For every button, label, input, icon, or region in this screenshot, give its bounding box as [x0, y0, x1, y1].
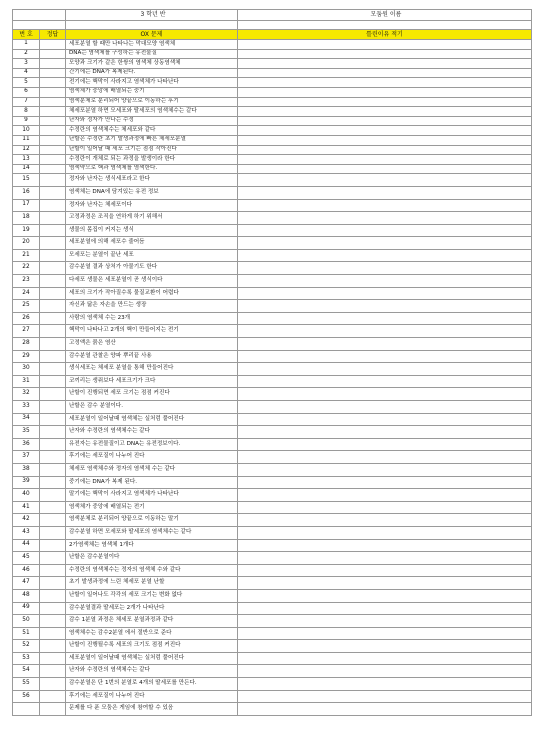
column-header-answer: 정답 [40, 30, 66, 40]
question-text: 난할은 감수분열이다 [66, 552, 238, 565]
answer-cell[interactable] [40, 107, 66, 117]
question-text: 체세포 염색체수와 정자의 염색체 수는 같다 [66, 463, 238, 476]
question-row [13, 388, 532, 401]
question-text: 자신과 닮은 자손을 만드는 생장 [66, 300, 238, 313]
question-number: 29 [13, 350, 40, 363]
question-number: 25 [13, 300, 40, 313]
answer-cell[interactable] [40, 438, 66, 451]
question-row [13, 275, 532, 288]
question-row [13, 116, 532, 126]
answer-cell[interactable] [40, 476, 66, 489]
wrong-reason-cell[interactable] [238, 135, 532, 145]
question-number: 17 [13, 199, 40, 212]
question-number: 28 [13, 338, 40, 351]
answer-cell[interactable] [40, 426, 66, 439]
wrong-reason-cell[interactable] [238, 237, 532, 250]
worksheet [12, 9, 531, 716]
answer-cell[interactable] [40, 68, 66, 78]
question-row [13, 155, 532, 165]
question-text: 초기 발생과정에 느린 체세포 분열 난할 [66, 577, 238, 590]
question-text: 감수분열결과 딸세포는 2개가 나타난다 [66, 602, 238, 615]
question-row [13, 224, 532, 237]
question-row [13, 199, 532, 212]
group-members-field[interactable] [238, 21, 532, 30]
question-number: 50 [13, 615, 40, 628]
answer-cell[interactable] [40, 363, 66, 376]
question-text: 전기에는 핵막이 사라지고 염색체가 나타난다 [66, 78, 238, 88]
question-row [13, 186, 532, 199]
question-row [13, 577, 532, 590]
wrong-reason-cell[interactable] [238, 287, 532, 300]
wrong-reason-cell[interactable] [238, 690, 532, 703]
answer-cell[interactable] [40, 312, 66, 325]
question-text: 염색체수는 감수2분열 에서 절반으로 준다 [66, 627, 238, 640]
question-text: 세포의 크기가 작아질수록 물질교환이 어렵다 [66, 287, 238, 300]
wrong-reason-cell[interactable] [238, 312, 532, 325]
question-number: 46 [13, 564, 40, 577]
answer-cell[interactable] [40, 145, 66, 155]
wrong-reason-cell[interactable] [238, 627, 532, 640]
wrong-reason-cell[interactable] [238, 401, 532, 414]
question-row [13, 145, 532, 155]
answer-cell[interactable] [40, 224, 66, 237]
wrong-reason-cell[interactable] [238, 212, 532, 225]
question-number: 22 [13, 262, 40, 275]
question-row [13, 640, 532, 653]
question-row [13, 451, 532, 464]
question-number: 55 [13, 678, 40, 691]
question-text: 난할이 진행되면 세포 크기는 점점 커진다 [66, 388, 238, 401]
answer-cell[interactable] [40, 338, 66, 351]
answer-cell[interactable] [40, 463, 66, 476]
answer-cell[interactable] [40, 652, 66, 665]
question-text: 중기에는 DNA가 복제 된다. [66, 476, 238, 489]
question-text: 난자와 수정란의 염색체수는 같다 [66, 665, 238, 678]
answer-cell[interactable] [40, 49, 66, 59]
question-number: 6 [13, 87, 40, 97]
wrong-reason-cell[interactable] [238, 87, 532, 97]
question-number: 38 [13, 463, 40, 476]
question-row [13, 78, 532, 88]
wrong-reason-cell[interactable] [238, 652, 532, 665]
answer-cell[interactable] [40, 690, 66, 703]
question-text: 후기에는 세포질이 나누어 진다 [66, 451, 238, 464]
question-row [13, 652, 532, 665]
wrong-reason-cell[interactable] [238, 262, 532, 275]
wrong-reason-cell[interactable] [238, 300, 532, 313]
question-row [13, 212, 532, 225]
question-row [13, 552, 532, 565]
wrong-reason-cell[interactable] [238, 116, 532, 126]
group-members-label: 모둠원 이름 [238, 10, 532, 21]
question-row [13, 59, 532, 69]
question-row [13, 338, 532, 351]
answer-cell[interactable] [40, 249, 66, 262]
question-number: 2 [13, 49, 40, 59]
answer-cell[interactable] [40, 413, 66, 426]
answer-cell[interactable] [40, 116, 66, 126]
question-row [13, 174, 532, 187]
header-row-title [13, 10, 532, 21]
wrong-reason-cell[interactable] [238, 249, 532, 262]
question-number: 16 [13, 186, 40, 199]
question-number: 3 [13, 59, 40, 69]
question-text: 모세포는 분열이 끝난 세포 [66, 249, 238, 262]
column-header-question: OX 문제 [66, 30, 238, 40]
wrong-reason-cell[interactable] [238, 602, 532, 615]
question-row [13, 426, 532, 439]
question-number: 14 [13, 164, 40, 174]
question-number: 8 [13, 107, 40, 117]
wrong-reason-cell[interactable] [238, 564, 532, 577]
question-number: 5 [13, 78, 40, 88]
answer-cell[interactable] [40, 155, 66, 165]
wrong-reason-cell[interactable] [238, 350, 532, 363]
wrong-reason-cell[interactable] [238, 526, 532, 539]
question-number: 39 [13, 476, 40, 489]
question-row [13, 615, 532, 628]
question-text: 염색체가 중앙에 배열되는 중기 [66, 87, 238, 97]
wrong-reason-cell[interactable] [238, 539, 532, 552]
question-text: 체세포분열 하면 모세포와 딸세포의 염색체수는 같다 [66, 107, 238, 117]
answer-cell[interactable] [40, 678, 66, 691]
question-number: 10 [13, 126, 40, 136]
question-number: 26 [13, 312, 40, 325]
wrong-reason-cell[interactable] [238, 126, 532, 136]
wrong-reason-cell[interactable] [238, 59, 532, 69]
question-text: 말기에는 핵막이 사라지고 염색체가 나타난다 [66, 489, 238, 502]
wrong-reason-cell[interactable] [238, 363, 532, 376]
question-row [13, 107, 532, 117]
answer-cell[interactable] [40, 59, 66, 69]
answer-cell[interactable] [40, 262, 66, 275]
question-number: 33 [13, 401, 40, 414]
question-number: 19 [13, 224, 40, 237]
footer-note: 문제를 다 푼 모둠은 게임에 참여할 수 있음 [66, 703, 238, 716]
question-number: 20 [13, 237, 40, 250]
question-text: 감수분열 하면 모세포와 딸세포의 염색체수는 같다 [66, 526, 238, 539]
question-number: 37 [13, 451, 40, 464]
question-row [13, 678, 532, 691]
question-row [13, 287, 532, 300]
wrong-reason-cell[interactable] [238, 49, 532, 59]
answer-cell[interactable] [40, 388, 66, 401]
question-row [13, 97, 532, 107]
question-row [13, 249, 532, 262]
answer-cell[interactable] [40, 375, 66, 388]
question-text: 난할은 감수 분열이다. [66, 401, 238, 414]
wrong-reason-cell[interactable] [238, 615, 532, 628]
question-row [13, 514, 532, 527]
question-row [13, 463, 532, 476]
question-row [13, 40, 532, 50]
wrong-reason-cell[interactable] [238, 388, 532, 401]
question-row [13, 539, 532, 552]
wrong-reason-cell[interactable] [238, 275, 532, 288]
question-text: 유전자는 유전물질이고 DNA는 유전정보이다. [66, 438, 238, 451]
question-number: 1 [13, 40, 40, 50]
question-row [13, 312, 532, 325]
question-row [13, 690, 532, 703]
question-number: 41 [13, 501, 40, 514]
wrong-reason-cell[interactable] [238, 463, 532, 476]
header-row-blank [13, 21, 532, 30]
answer-cell[interactable] [40, 602, 66, 615]
wrong-reason-cell[interactable] [238, 78, 532, 88]
question-row [13, 135, 532, 145]
question-row [13, 627, 532, 640]
question-text: 염색분체로 분리되어 양끝으로 이동하는 후기 [66, 97, 238, 107]
question-text: 난할은 수정란 초기 발생과정에 빠른 체세포분열 [66, 135, 238, 145]
answer-cell[interactable] [40, 135, 66, 145]
answer-cell[interactable] [40, 501, 66, 514]
answer-cell[interactable] [40, 589, 66, 602]
question-row [13, 262, 532, 275]
wrong-reason-cell[interactable] [238, 665, 532, 678]
question-number: 54 [13, 665, 40, 678]
question-number: 4 [13, 68, 40, 78]
wrong-reason-cell[interactable] [238, 438, 532, 451]
question-text: 난할이 일어날 때 세포 크기는 점점 작아진다 [66, 145, 238, 155]
question-number: 35 [13, 426, 40, 439]
question-text: DNA는 염색체를 구성하는 유전물질 [66, 49, 238, 59]
question-rows [13, 40, 532, 703]
question-text: 수정란의 염색체수는 정자의 염색체 수와 같다 [66, 564, 238, 577]
wrong-reason-cell[interactable] [238, 68, 532, 78]
question-row [13, 602, 532, 615]
wrong-reason-cell[interactable] [238, 577, 532, 590]
question-text: 난자와 정자가 만나는 수정 [66, 116, 238, 126]
answer-cell[interactable] [40, 665, 66, 678]
question-row [13, 401, 532, 414]
wrong-reason-cell[interactable] [238, 186, 532, 199]
wrong-reason-cell[interactable] [238, 40, 532, 50]
answer-cell[interactable] [40, 350, 66, 363]
wrong-reason-cell[interactable] [238, 224, 532, 237]
question-row [13, 438, 532, 451]
question-number: 15 [13, 174, 40, 187]
wrong-reason-cell[interactable] [238, 145, 532, 155]
question-number: 7 [13, 97, 40, 107]
question-text: 간기에는 DNA가 복제된다. [66, 68, 238, 78]
answer-cell[interactable] [40, 87, 66, 97]
question-text: 세포분열이 일어날때 염색체는 실처럼 풀어진다 [66, 413, 238, 426]
wrong-reason-cell[interactable] [238, 174, 532, 187]
question-number: 47 [13, 577, 40, 590]
answer-cell[interactable] [40, 287, 66, 300]
question-number: 42 [13, 514, 40, 527]
quiz-table [12, 9, 532, 716]
question-number: 45 [13, 552, 40, 565]
question-number: 31 [13, 375, 40, 388]
wrong-reason-cell[interactable] [238, 589, 532, 602]
answer-cell[interactable] [40, 237, 66, 250]
question-row [13, 413, 532, 426]
question-number: 44 [13, 539, 40, 552]
wrong-reason-cell[interactable] [238, 489, 532, 502]
answer-cell[interactable] [40, 300, 66, 313]
question-text: 염색약으로 핵과 염색체를 염색한다. [66, 164, 238, 174]
question-number: 53 [13, 652, 40, 665]
wrong-reason-cell[interactable] [238, 640, 532, 653]
answer-cell[interactable] [40, 325, 66, 338]
question-text: 생물의 몸집이 커지는 생식 [66, 224, 238, 237]
answer-cell[interactable] [40, 126, 66, 136]
question-text: 생식세포는 체세포 분열을 통해 만들어진다 [66, 363, 238, 376]
question-number: 24 [13, 287, 40, 300]
column-header-number: 번 호 [13, 30, 40, 40]
answer-cell[interactable] [40, 564, 66, 577]
question-row [13, 589, 532, 602]
question-number: 32 [13, 388, 40, 401]
wrong-reason-cell[interactable] [238, 199, 532, 212]
question-text: 다세포 생물은 세포분열이 곧 생식이다 [66, 275, 238, 288]
wrong-reason-cell[interactable] [238, 97, 532, 107]
question-row [13, 325, 532, 338]
question-number: 23 [13, 275, 40, 288]
answer-cell[interactable] [40, 451, 66, 464]
question-row [13, 501, 532, 514]
question-row [13, 476, 532, 489]
column-header-wrong-reason: 틀린이유 적기 [238, 30, 532, 40]
wrong-reason-cell[interactable] [238, 375, 532, 388]
question-text: 염색체가 중앙에 배열되는 전기 [66, 501, 238, 514]
question-row [13, 164, 532, 174]
answer-cell[interactable] [40, 615, 66, 628]
question-number: 21 [13, 249, 40, 262]
answer-cell[interactable] [40, 552, 66, 565]
answer-cell[interactable] [40, 577, 66, 590]
question-number: 9 [13, 116, 40, 126]
answer-cell[interactable] [40, 164, 66, 174]
question-text: 난할이 진행될수록 세포의 크기도 점점 커진다 [66, 640, 238, 653]
question-row [13, 87, 532, 97]
wrong-reason-cell[interactable] [238, 107, 532, 117]
question-row [13, 526, 532, 539]
question-text: 감수분열 결과 상처가 아물기도 한다 [66, 262, 238, 275]
question-row [13, 126, 532, 136]
answer-cell[interactable] [40, 212, 66, 225]
question-text: 염색체는 DNA에 담겨있는 유전 정보 [66, 186, 238, 199]
question-text: 사람의 염색체 수는 23개 [66, 312, 238, 325]
answer-cell[interactable] [40, 97, 66, 107]
question-text: 염색분체로 분리되어 양끝으로 이동하는 말기 [66, 514, 238, 527]
question-row [13, 665, 532, 678]
wrong-reason-cell[interactable] [238, 155, 532, 165]
question-number: 13 [13, 155, 40, 165]
wrong-reason-cell[interactable] [238, 476, 532, 489]
question-number: 12 [13, 145, 40, 155]
answer-cell[interactable] [40, 627, 66, 640]
question-text: 코끼리는 생쥐보다 세포크기가 크다 [66, 375, 238, 388]
question-row [13, 564, 532, 577]
answer-cell[interactable] [40, 40, 66, 50]
question-number: 48 [13, 589, 40, 602]
question-number: 36 [13, 438, 40, 451]
answer-cell[interactable] [40, 539, 66, 552]
wrong-reason-cell[interactable] [238, 514, 532, 527]
wrong-reason-cell[interactable] [238, 413, 532, 426]
question-text: 고정과정은 조직을 연하게 하기 위해서 [66, 212, 238, 225]
question-row [13, 489, 532, 502]
answer-cell[interactable] [40, 514, 66, 527]
question-number: 49 [13, 602, 40, 615]
question-number: 56 [13, 690, 40, 703]
wrong-reason-cell[interactable] [238, 325, 532, 338]
question-text: 고정액은 묽은 염산 [66, 338, 238, 351]
question-number: 51 [13, 627, 40, 640]
question-text: 정자와 난자는 생식세포라고 한다 [66, 174, 238, 187]
wrong-reason-cell[interactable] [238, 552, 532, 565]
wrong-reason-cell[interactable] [238, 678, 532, 691]
question-text: 감수 1분열 과정은 체세포 분열과정과 같다 [66, 615, 238, 628]
grade-class-label[interactable]: 3 학년 반 [66, 10, 238, 21]
question-row [13, 68, 532, 78]
question-text: 난자와 수정란의 염색체수는 같다 [66, 426, 238, 439]
question-number: 30 [13, 363, 40, 376]
question-text: 수정란의 염색체수는 체세포와 같다 [66, 126, 238, 136]
answer-cell[interactable] [40, 174, 66, 187]
question-row [13, 300, 532, 313]
question-text: 핵막이 나타나고 2개의 핵이 만들어지는 전기 [66, 325, 238, 338]
question-number: 11 [13, 135, 40, 145]
question-number: 43 [13, 526, 40, 539]
question-row [13, 375, 532, 388]
question-row [13, 49, 532, 59]
question-text: 세포분열이 일어날때 염색체는 실처럼 풀어진다 [66, 652, 238, 665]
answer-cell[interactable] [40, 78, 66, 88]
question-number: 18 [13, 212, 40, 225]
column-header-row [13, 30, 532, 40]
answer-cell[interactable] [40, 186, 66, 199]
wrong-reason-cell[interactable] [238, 426, 532, 439]
question-text: 감수분열은 단 1번의 분열로 4개의 딸세포를 만든다. [66, 678, 238, 691]
answer-cell[interactable] [40, 401, 66, 414]
answer-cell[interactable] [40, 199, 66, 212]
answer-cell[interactable] [40, 489, 66, 502]
footer-row [13, 703, 532, 716]
wrong-reason-cell[interactable] [238, 164, 532, 174]
question-row [13, 363, 532, 376]
answer-cell[interactable] [40, 275, 66, 288]
answer-cell[interactable] [40, 526, 66, 539]
question-text: 정자와 난자는 체세포이다 [66, 199, 238, 212]
question-text: 수정란이 개체로 되는 과정을 발생이라 한다 [66, 155, 238, 165]
wrong-reason-cell[interactable] [238, 338, 532, 351]
question-number: 52 [13, 640, 40, 653]
question-text: 후기에는 세포질이 나누어 진다 [66, 690, 238, 703]
wrong-reason-cell[interactable] [238, 501, 532, 514]
question-number: 27 [13, 325, 40, 338]
question-number: 40 [13, 489, 40, 502]
question-text: 감수분열 관찰은 양파 뿌리끝 사용 [66, 350, 238, 363]
question-row [13, 350, 532, 363]
question-text: 2가염색체는 염색체 1개다 [66, 539, 238, 552]
wrong-reason-cell[interactable] [238, 451, 532, 464]
question-text: 세포분열에 의해 세포수 줄어듬 [66, 237, 238, 250]
answer-cell[interactable] [40, 640, 66, 653]
question-number: 34 [13, 413, 40, 426]
question-text: 모양과 크기가 같은 한쌍의 염색체 상동염색체 [66, 59, 238, 69]
question-row [13, 237, 532, 250]
question-text: 난할이 일어나도 각각의 세포 크기는 변화 없다 [66, 589, 238, 602]
question-text: 세포분열 할 때만 나타나는 막대모양 염색체 [66, 40, 238, 50]
